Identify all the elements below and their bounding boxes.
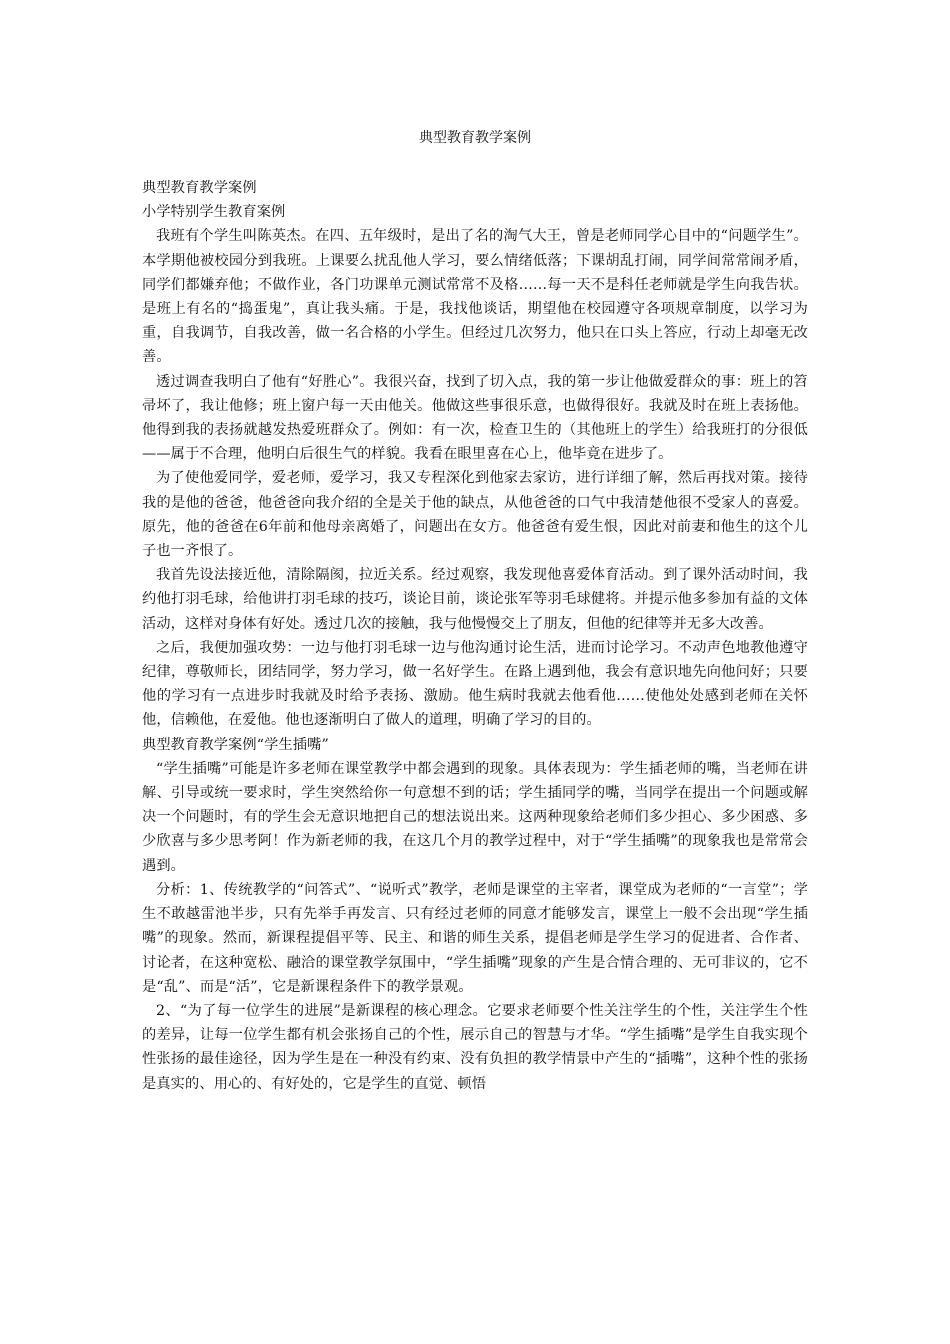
body-paragraph: 我首先设法接近他，清除隔阂，拉近关系。经过观察，我发现他喜爱体育活动。到了课外活动时间，我约他打羽毛球，给他讲打羽毛球的技巧，谈论目前，谈论张军等羽毛球健将。并提示他多参加有益的文体活动，这样对身体有好处。透过几次的接触，我与他慢慢交上了朋友，但他的纪律等并无多大改善。 xyxy=(142,567,808,632)
body-paragraph: 透过调查我明白了他有“好胜心”。我很兴奋，找到了切入点，我的第一步让他做爱群众的事：班上的笤帚坏了，我让他修；班上窗户每一天由他关。他做这些事很乐意，也做得很好。我就及时在班上表扬他。他得到我的表扬就越发热爱班群众了。例如：有一次，检查卫生的（其他班上的学生）给我班打的分很低——属于不合理，他明白后很生气的样貌。我看在眼里喜在心上，他毕竟在进步了。 xyxy=(142,373,808,463)
section-heading: 典型教育教学案例 xyxy=(142,180,257,196)
document-title: 典型教育教学案例 xyxy=(419,130,531,146)
body-paragraph: 为了使他爱同学，爱老师，爱学习，我又专程深化到他家去家访，进行详细了解，然后再找对策。接待我的是他的爸爸，他爸爸向我介绍的全是关于他的缺点，从他爸爸的口气中我清楚他很不受家人的喜爱。原先，他的爸爸在6年前和他母亲离婚了，问题出在女方。他爸爸有爱生恨，因此对前妻和他生的这个儿子也一齐恨了。 xyxy=(142,470,808,560)
section-heading: 小学特别学生教育案例 xyxy=(142,204,286,221)
body-paragraph: 之后，我便加强攻势：一边与他打羽毛球一边与他沟通讨论生活，进而讨论学习。不动声色地教他遵守纪律，尊敬师长，团结同学，努力学习，做一名好学生。在路上遇到他，我会有意识地先向他问好；只要他的学习有一点进步时我就及时给予表扬、激励。他生病时我就去他看他……使他处处感到老师在关怀他，信赖他，在爱他。他也逐渐明白了做人的道理，明确了学习的目的。 xyxy=(142,639,808,729)
document-page xyxy=(142,0,808,1344)
document-body xyxy=(142,176,808,1096)
body-paragraph: 我班有个学生叫陈英杰。在四、五年级时，是出了名的淘气大王，曾是老师同学心目中的“问题学生”。本学期他被校园分到我班。上课要么扰乱他人学习，要么情绪低落；下课胡乱打闹，同学间常常闹矛盾，同学们都嫌弃他；不做作业，各门功课单元测试常常不及格……每一天不是科任老师就是学生向我告状。是班上有名的“捣蛋鬼”，真让我头痛。于是，我找他谈话，期望他在校园遵守各项规章制度，以学习为重，自我调节，自我改善，做一名合格的小学生。但经过几次努力，他只在口头上答应，行动上却毫无改善。 xyxy=(142,228,808,366)
body-paragraph: “学生插嘴”可能是许多老师在课堂教学中都会遇到的现象。具体表现为：学生插老师的嘴，当老师在讲解、引导或统一要求时，学生突然给你一句意想不到的话；学生插同学的嘴，当同学在提出一个问题或解决一个问题时，有的学生会无意识地把自己的想法说出来。这两种现象给老师们多少担心、多少困惑、多少欣喜与多少思考阿！作为新老师的我，在这几个月的教学过程中，对于“学生插嘴”的现象我也是常常会遇到。 xyxy=(142,760,808,874)
body-paragraph: 2、“为了每一位学生的进展”是新课程的核心理念。它要求老师要个性关注学生的个性，关注学生个性的差异，让每一位学生都有机会张扬自己的个性，展示自己的智慧与才华。“学生插嘴”是学生自我实现个性张扬的最佳途径，因为学生是在一种没有约束、没有负担的教学情景中产生的“插嘴”，这种个性的张扬是真实的、用心的、有好处的，它是学生的直觉、顿悟 xyxy=(142,1002,808,1092)
section-heading: 典型教育教学案例“学生插嘴” xyxy=(142,736,329,753)
body-paragraph: 分析：1、传统教学的“问答式”、“说听式”教学，老师是课堂的主宰者，课堂成为老师的“一言堂”；学生不敢越雷池半步，只有先举手再发言、只有经过老师的同意才能够发言，课堂上一般不会出现“学生插嘴”的现象。然而，新课程提倡平等、民主、和谐的师生关系，提倡老师是学生学习的促进者、合作者、讨论者，在这种宽松、融洽的课堂教学氛围中，“学生插嘴”现象的产生是合情合理的、无可非议的，它不是“乱”、而是“活”，它是新课程条件下的教学景观。 xyxy=(142,881,808,995)
